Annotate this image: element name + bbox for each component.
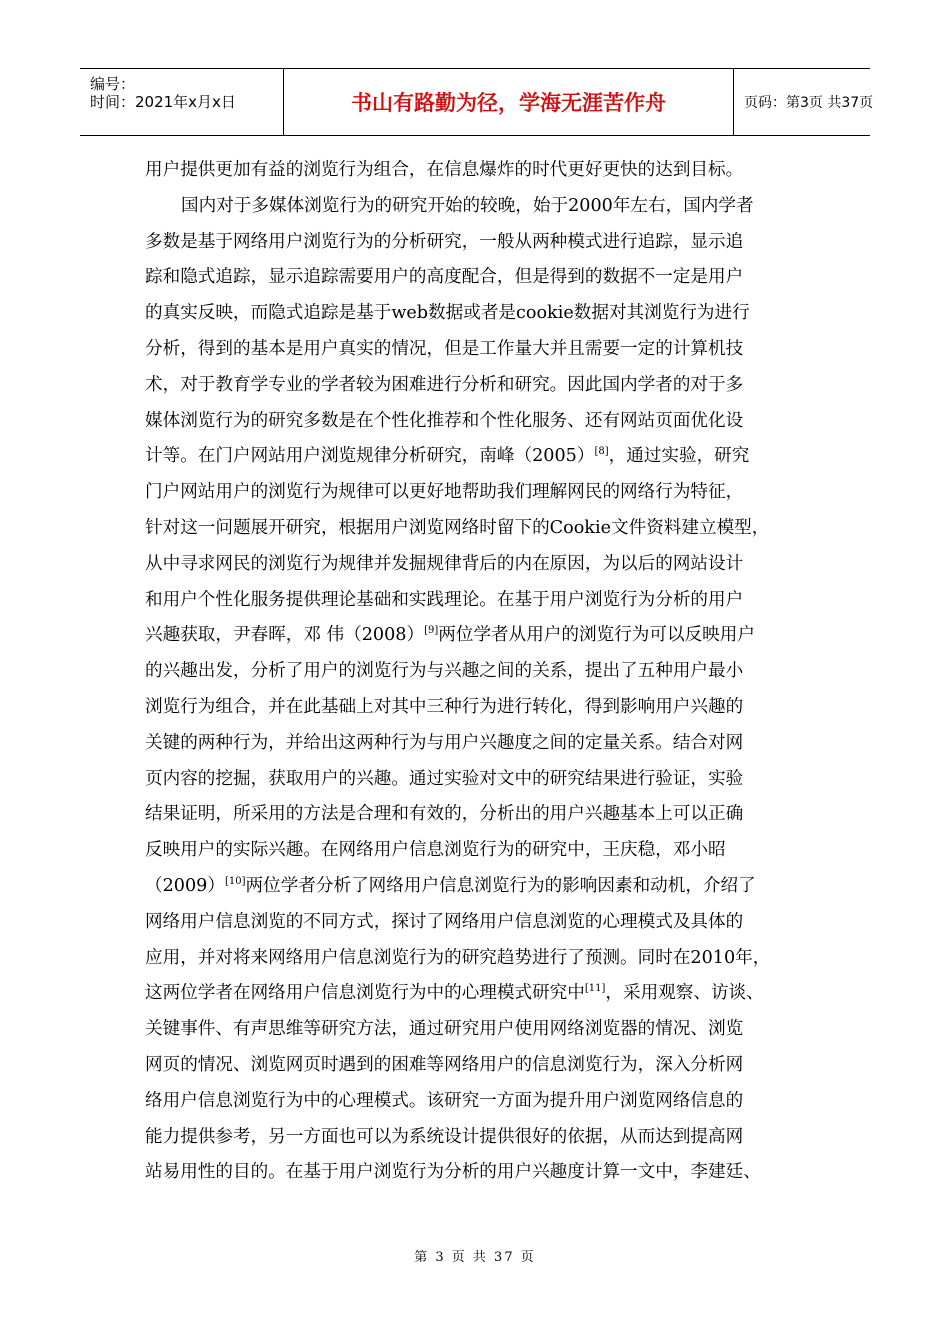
text-line: 结果证明，所采用的方法是合理和有效的，分析出的用户兴趣基本上可以正确 bbox=[145, 804, 744, 825]
text-span: ，采用观察、访谈、 bbox=[605, 983, 764, 1004]
text-line: 分析，得到的基本是用户真实的情况，但是工作量大并且需要一定的计算机技 bbox=[145, 338, 744, 359]
text-line bbox=[145, 869, 805, 905]
text-line bbox=[145, 618, 805, 654]
text-line: 媒体浏览行为的研究多数是在个性化推荐和个性化服务、还有网站页面优化设 bbox=[145, 410, 744, 431]
text-span: 兴趣获取，尹春晖，邓 伟（2008） bbox=[145, 625, 425, 646]
text-line bbox=[145, 439, 805, 475]
text-line: 多数是基于网络用户浏览行为的分析研究，一般从两种模式进行追踪，显示追 bbox=[145, 231, 744, 252]
text-line: 关键的两种行为，并给出这两种行为与用户兴趣度之间的定量关系。结合对网 bbox=[145, 732, 744, 753]
text-span: 两位学者分析了网络用户信息浏览行为的影响因素和动机，介绍了 bbox=[245, 875, 756, 896]
document-number-label: 编号： bbox=[90, 75, 136, 93]
header-page-info: 页码：第3页 共37页 bbox=[744, 95, 874, 111]
text-line: 从中寻求网民的浏览行为规律并发掘规律背后的内在原因，为以后的网站设计 bbox=[145, 553, 744, 574]
text-line: 络用户信息浏览行为中的心理模式。该研究一方面为提升用户浏览网络信息的 bbox=[145, 1090, 744, 1111]
body-text bbox=[145, 153, 805, 1191]
header-meta-cell bbox=[80, 69, 284, 135]
text-span: 这两位学者在网络用户信息浏览行为中的心理模式研究中 bbox=[145, 983, 585, 1004]
text-line: 站易用性的目的。在基于用户浏览行为分析的用户兴趣度计算一文中，李建廷、 bbox=[145, 1162, 761, 1183]
text-line: 浏览行为组合，并在此基础上对其中三种行为进行转化，得到影响用户兴趣的 bbox=[145, 696, 744, 717]
page-footer: 第 3 页 共 37 页 bbox=[414, 1250, 536, 1265]
text-line: 页内容的挖掘，获取用户的兴趣。通过实验对文中的研究结果进行验证，实验 bbox=[145, 768, 744, 789]
text-line: 踪和隐式追踪，显示追踪需要用户的高度配合，但是得到的数据不一定是用户 bbox=[145, 267, 744, 288]
text-line: 网络用户信息浏览的不同方式，探讨了网络用户信息浏览的心理模式及具体的 bbox=[145, 911, 744, 932]
citation-8: [8] bbox=[594, 446, 609, 458]
text-line: 反映用户的实际兴趣。在网络用户信息浏览行为的研究中，王庆稳，邓小昭 bbox=[145, 840, 726, 861]
text-line: 的兴趣出发，分析了用户的浏览行为与兴趣之间的关系，提出了五种用户最小 bbox=[145, 661, 744, 682]
text-line: 门户网站用户的浏览行为规律可以更好地帮助我们理解网民的网络行为特征， bbox=[145, 482, 744, 503]
text-span: ，通过实验，研究 bbox=[608, 446, 750, 467]
text-line: 术，对于教育学专业的学者较为困难进行分析和研究。因此国内学者的对于多 bbox=[145, 374, 744, 395]
text-line: 能力提供参考，另一方面也可以为系统设计提供很好的依据，从而达到提高网 bbox=[145, 1126, 744, 1147]
text-line: 国内对于多媒体浏览行为的研究开始的较晚，始于2000年左右，国内学者 bbox=[181, 195, 754, 216]
citation-9: [9] bbox=[424, 625, 439, 637]
citation-11: [11] bbox=[584, 983, 606, 995]
header-motto-cell bbox=[284, 69, 734, 135]
document-time-label: 时间：2021年x月x日 bbox=[90, 93, 236, 111]
text-span: 计等。在门户网站用户浏览规律分析研究，南峰（2005） bbox=[145, 446, 595, 467]
header-table bbox=[80, 68, 874, 136]
text-line: 和用户个性化服务提供理论基础和实践理论。在基于用户浏览行为分析的用户 bbox=[145, 589, 744, 610]
text-line: 的真实反映，而隐式追踪是基于web数据或者是cookie数据对其浏览行为进行 bbox=[145, 303, 750, 324]
text-line: 网页的情况、浏览网页时遇到的困难等网络用户的信息浏览行为，深入分析网 bbox=[145, 1054, 744, 1075]
header-motto: 书山有路勤为径，学海无涯苦作舟 bbox=[351, 91, 666, 115]
citation-10: [10] bbox=[224, 875, 246, 887]
text-span: （2009） bbox=[145, 875, 225, 896]
text-span: 两位学者从用户的浏览行为可以反映用户 bbox=[438, 625, 755, 646]
text-line: 用户提供更加有益的浏览行为组合，在信息爆炸的时代更好更快的达到目标。 bbox=[145, 160, 744, 180]
text-line: 针对这一问题展开研究，根据用户浏览网络时留下的Cookie文件资料建立模型， bbox=[145, 517, 770, 538]
header-page-cell bbox=[734, 69, 874, 135]
text-line: 应用，并对将来网络用户信息浏览行为的研究趋势进行了预测。同时在2010年， bbox=[145, 947, 771, 968]
text-line: 关键事件、有声思维等研究方法，通过研究用户使用网络浏览器的情况、浏览 bbox=[145, 1019, 744, 1040]
text-line bbox=[145, 976, 805, 1012]
